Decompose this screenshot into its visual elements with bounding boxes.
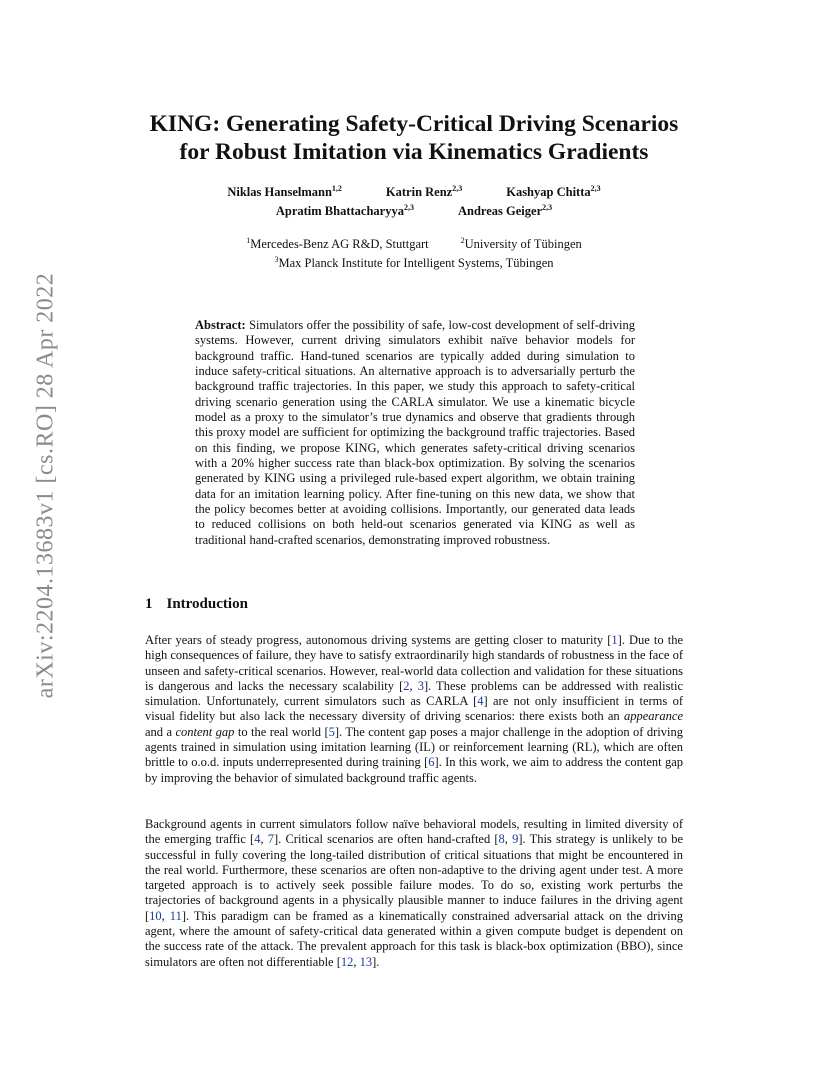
citation-link[interactable]: 6: [428, 755, 435, 770]
body-paragraph: [145, 817, 683, 970]
author-affiliation-mark: 1,2: [331, 184, 342, 193]
affiliation: [274, 256, 553, 270]
citation-link[interactable]: 8: [498, 832, 505, 847]
text-run: ].: [372, 954, 380, 969]
author: [506, 184, 600, 200]
section-title: Introduction: [166, 596, 248, 612]
italic-term: appearance: [623, 709, 683, 724]
text-run: ]. The content gap poses a major challenge in the adoption of driving agents trained in simulation using imitation learning (IL) or reinforcement learning (RL), which are often brittle to o.o.d. inputs underrepresented during training [: [145, 724, 683, 770]
citation-link[interactable]: 7: [267, 832, 275, 847]
italic-term: content gap: [175, 724, 235, 739]
body-paragraph: [145, 633, 683, 786]
section-number: 1: [145, 596, 153, 612]
citation-link[interactable]: 3: [417, 678, 424, 693]
text-run: and a: [145, 724, 176, 739]
text-run: ]. These problems can be addressed with realistic simulation. Unfortunately, current simulators such as CARLA [: [145, 678, 683, 709]
author: [227, 184, 342, 200]
text-run: ]. Due to the high consequences of failure, they have to satisfy extraordinarily high standards of robustness in the face of unseen and safety-critical scenarios. However, real-world data collection and validation for these situations is dangerous and lacks the necessary scalability [: [145, 633, 684, 693]
citation-link[interactable]: 5: [328, 724, 335, 739]
citation-link[interactable]: 1: [611, 633, 618, 647]
text-run: ]. This strategy is unlikely to be successful in fully covering the long-tailed distribution of critical situations that might be encountered in the real world. Furthermore, these scenarios are often non-adaptive to the driving agent under test. A more targeted approach is to actively seek possible failure modes. To do so, existing work perturbs the trajectories of background agents in a physically plausible manner to induce failures in the driving agent [: [145, 832, 684, 923]
author-name: Apratim Bhattacharyya: [275, 204, 404, 219]
author-row-2: [100, 203, 728, 219]
author: [458, 203, 552, 219]
affiliation: [246, 237, 428, 251]
author-list: [100, 184, 728, 222]
citation-link[interactable]: 13: [359, 954, 373, 969]
author: [386, 184, 462, 200]
citation-link[interactable]: 11: [169, 908, 182, 923]
author-name: Kashyap Chitta: [506, 185, 591, 200]
text-run: ]. This paradigm can be framed as a kinematically constrained adversarial attack on the driving agent, where the amount of safety-critical data generated within a given compute budget is dependent on the success rate of the attack. The prevalent approach for this task is black-box optimization (BBO), since simulators are often not differentiable [: [145, 908, 683, 969]
citation-link[interactable]: 4: [477, 694, 484, 709]
affiliation-text: Mercedes-Benz AG R&D, Stuttgart: [250, 237, 429, 252]
affiliation-list: [100, 233, 728, 271]
affiliation-mark: 3: [274, 255, 279, 265]
paper-title: [100, 110, 728, 166]
text-run: Background agents in current simulators follow naïve behavioral models, resulting in limited diversity of the emerging traffic [: [145, 817, 683, 847]
text-run: ] are not only insufficient in terms of visual fidelity but also lack the necessary diversity of driving scenarios: there exists both an: [145, 694, 683, 724]
citation-link[interactable]: 4: [254, 832, 261, 847]
text-run: ,: [504, 832, 513, 847]
author-name: Andreas Geiger: [457, 204, 543, 219]
author-name: Niklas Hanselmann: [227, 185, 332, 200]
author-affiliation-mark: 2,3: [590, 184, 601, 193]
section-heading: [145, 596, 248, 613]
text-run: ,: [353, 954, 360, 969]
citation-link[interactable]: 9: [512, 832, 519, 847]
citation-link[interactable]: 12: [340, 954, 354, 969]
affiliation-text: University of Tübingen: [464, 237, 582, 252]
text-run: ]. In this work, we aim to address the content gap by improving the behavior of simulated background traffic agents.: [145, 755, 683, 785]
author-affiliation-mark: 2,3: [403, 203, 414, 213]
affiliation: [461, 237, 582, 251]
title-line-1: KING: Generating Safety-Critical Driving Scenarios: [149, 111, 679, 137]
author-row-1: [100, 184, 728, 200]
arxiv-identifier-text: arXiv:2204.13683v1 [cs.RO] 28 Apr 2022: [32, 272, 59, 698]
text-run: ,: [260, 832, 268, 847]
affiliation-mark: 2: [460, 236, 465, 245]
author-affiliation-mark: 2,3: [542, 203, 553, 213]
text-run: to the real world [: [234, 724, 329, 739]
abstract-text: Simulators offer the possibility of safe, low-cost development of self-driving systems. However, current driving simulators exhibit naïve behavior models for background traffic. Hand-tuned scenarios are typically added during simulation to induce safety-critical situations. An alternative approach is to adversarially perturb the background traffic trajectories. In this paper, we study this approach to safety-critical driving scenario generation using the CARLA simulator. We use a kinematic bicycle model as a proxy to the simulator’s true dynamics and observe that gradients through this proxy model are sufficient for optimizing the background traffic trajectories. Based on this finding, we propose KING, which generates safety-critical driving scenarios with a 20% higher success rate than black-box optimization. By solving the scenarios generated by KING using a privileged rule-based expert algorithm, we obtain training data for an imitation learning policy. After fine-tuning on this new data, we show that the policy becomes better at avoiding collisions. Importantly, our generated data leads to reduced collisions on both held-out scenarios generated via KING as well as traditional hand-crafted scenarios, demonstrating improved robustness.: [195, 318, 635, 547]
author-name: Katrin Renz: [385, 185, 453, 200]
citation-link[interactable]: 2: [403, 678, 410, 693]
author: [276, 203, 414, 219]
text-run: ,: [409, 678, 418, 693]
affiliation-text: Max Planck Institute for Intelligent Systems, Tübingen: [278, 256, 554, 271]
title-line-2: for Robust Imitation via Kinematics Gradients: [179, 139, 649, 165]
text-run: ,: [161, 908, 170, 923]
affiliation-row-1: [100, 233, 728, 252]
author-affiliation-mark: 2,3: [452, 184, 463, 193]
text-run: ]. Critical scenarios are often hand-crafted [: [274, 832, 499, 847]
citation-link[interactable]: 10: [149, 908, 162, 923]
affiliation-row-2: [100, 252, 728, 271]
abstract: [195, 318, 635, 548]
arxiv-identifier-stamp: [16, 272, 76, 698]
text-run: After years of steady progress, autonomous driving systems are getting closer to maturity [: [145, 633, 612, 647]
abstract-label: Abstract:: [195, 318, 246, 332]
affiliation-mark: 1: [246, 236, 251, 245]
